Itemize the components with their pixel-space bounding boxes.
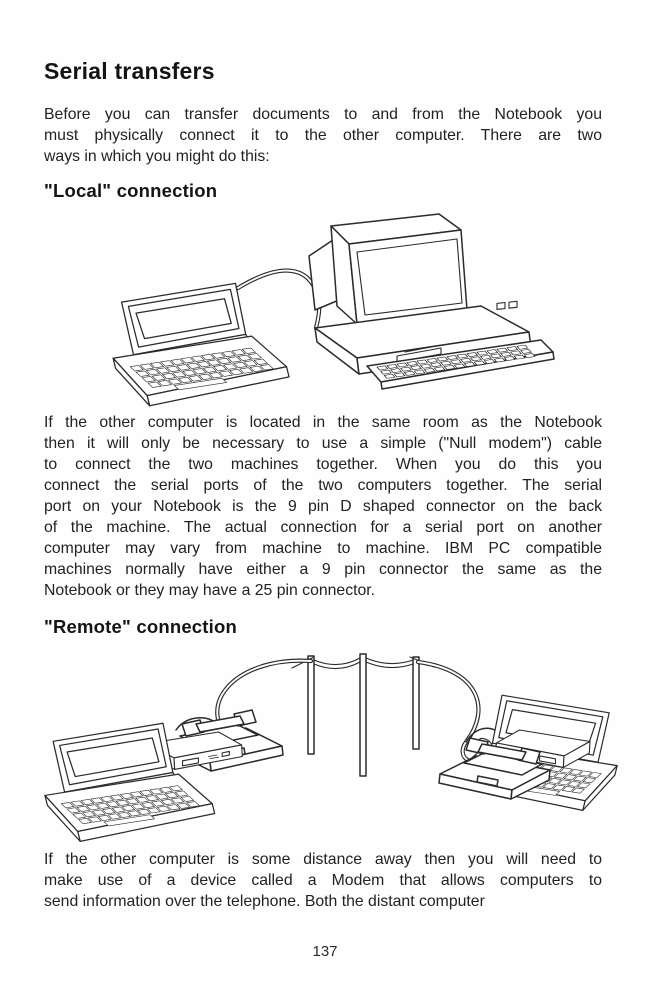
text-line: must physically connect it to the other computer. There are two [44,127,602,144]
right-station [439,695,617,810]
text-line: send information over the telephone. Both the distant computer [44,893,485,910]
desktop-computer [309,214,554,389]
page-title: Serial transfers [44,58,215,84]
text-line: ways in which you might do this: [44,148,270,165]
section-heading-local-connection: "Local" connection [44,180,218,201]
text-line: Before you can transfer documents to and from the Notebook you [44,106,602,123]
monitor-screen [357,239,462,315]
text-line: machines normally have either a 9 pin connector the same as the [44,561,602,578]
remote-connection-illustration [30,646,622,842]
reset-button [509,301,517,308]
text-line: to connect the two machines together. When you do this you [44,456,602,473]
notebook-computer [113,283,289,405]
telegraph-poles [308,654,419,776]
text-line: make use of a device called a Modem that allows computers to [44,872,602,889]
text-line: If the other computer is some distance away then you will need to [44,851,602,868]
text-line: of the machine. The actual connection for a serial port on another [44,519,602,536]
local-connection-paragraph [44,412,602,601]
remote-connection-paragraph [44,849,602,912]
intro-paragraph [44,104,602,167]
left-station [45,710,283,841]
section-heading-remote-connection: "Remote" connection [44,616,238,637]
text-line: If the other computer is located in the same room as the Notebook [44,414,602,431]
power-button [497,303,505,310]
local-connection-illustration [96,204,556,409]
text-line: Notebook or they may have a 25 pin connector. [44,582,376,599]
text-line: port on your Notebook is the 9 pin D shaped connector on the back [44,498,602,515]
serial-cable [238,271,319,328]
text-line: connect the serial ports of the two computers together. The serial [44,477,602,494]
text-line: then it will only be necessary to use a simple ("Null modem") cable [44,435,602,452]
page-number: 137 [312,943,338,960]
text-line: computer may vary from machine to machine. IBM PC compatible [44,540,602,557]
